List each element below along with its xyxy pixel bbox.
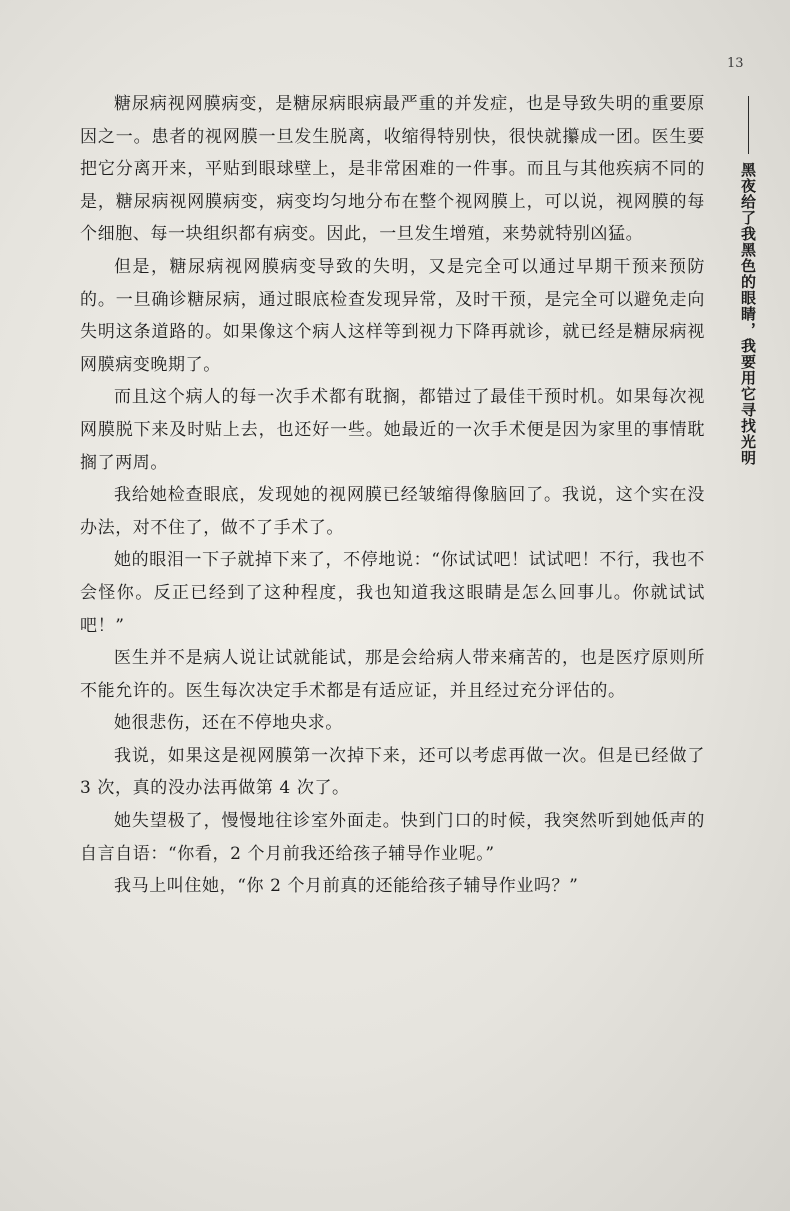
paragraph-2: 但是，糖尿病视网膜病变导致的失明，又是完全可以通过早期干预来预防的。一旦确诊糖尿病，通过眼底检查发现异常，及时干预，是完全可以避免走向失明这条道路的。如果像这个病人这样等到视力下降再就诊，就已经是糖尿病视网膜病变晚期了。 — [80, 256, 705, 375]
paragraph-10: 我马上叫住她，“你 2 个月前真的还能给孩子辅导作业吗？” — [114, 876, 579, 897]
paragraph-6: 医生并不是病人说让试就能试，那是会给病人带来痛苦的，也是医疗原则所不能允许的。医生每次决定手术都是有适应证，并且经过充分评估的。 — [80, 648, 705, 701]
paragraph-3: 而且这个病人的每一次手术都有耽搁，都错过了最佳干预时机。如果每次视网膜脱下来及时贴上去，也还好一些。她最近的一次手术便是因为家里的事情耽搁了两周。 — [80, 387, 705, 473]
paragraph-1: 糖尿病视网膜病变，是糖尿病眼病最严重的并发症，也是导致失明的重要原因之一。患者的视网膜一旦发生脱离，收缩得特别快，很快就攥成一团。医生要把它分离开来，平贴到眼球壁上，是非常困难的一件事。而且与其他疾病不同的是，糖尿病视网膜病变，病变均匀地分布在整个视网膜上，可以说，视网膜的每个细胞、每一块组织都有病变。因此，一旦发生增殖，来势就特别凶猛。 — [80, 94, 705, 245]
running-title: 黑夜给了我黑色的眼睛，我要用它寻找光明 — [739, 162, 757, 466]
paragraph-9: 她失望极了，慢慢地往诊室外面走。快到门口的时候，我突然听到她低声的自言自语：“你看，2 个月前我还给孩子辅导作业呢。” — [80, 811, 705, 864]
paragraph-7: 她很悲伤，还在不停地央求。 — [114, 713, 343, 734]
running-title-rule — [748, 96, 749, 154]
page-number: 13 — [727, 56, 744, 71]
body-text — [80, 88, 705, 903]
running-title-column — [733, 96, 763, 466]
paragraph-8: 我说，如果这是视网膜第一次掉下来，还可以考虑再做一次。但是已经做了 3 次，真的没办法再做第 4 次了。 — [80, 745, 705, 799]
paragraph-5: 她的眼泪一下子就掉下来了，不停地说：“你试试吧！试试吧！不行，我也不会怪你。反正已经到了这种程度，我也知道我这眼睛是怎么回事儿。你就试试吧！” — [80, 550, 705, 636]
paragraph-4: 我给她检查眼底，发现她的视网膜已经皱缩得像脑回了。我说，这个实在没办法，对不住了，做不了手术了。 — [80, 485, 705, 538]
